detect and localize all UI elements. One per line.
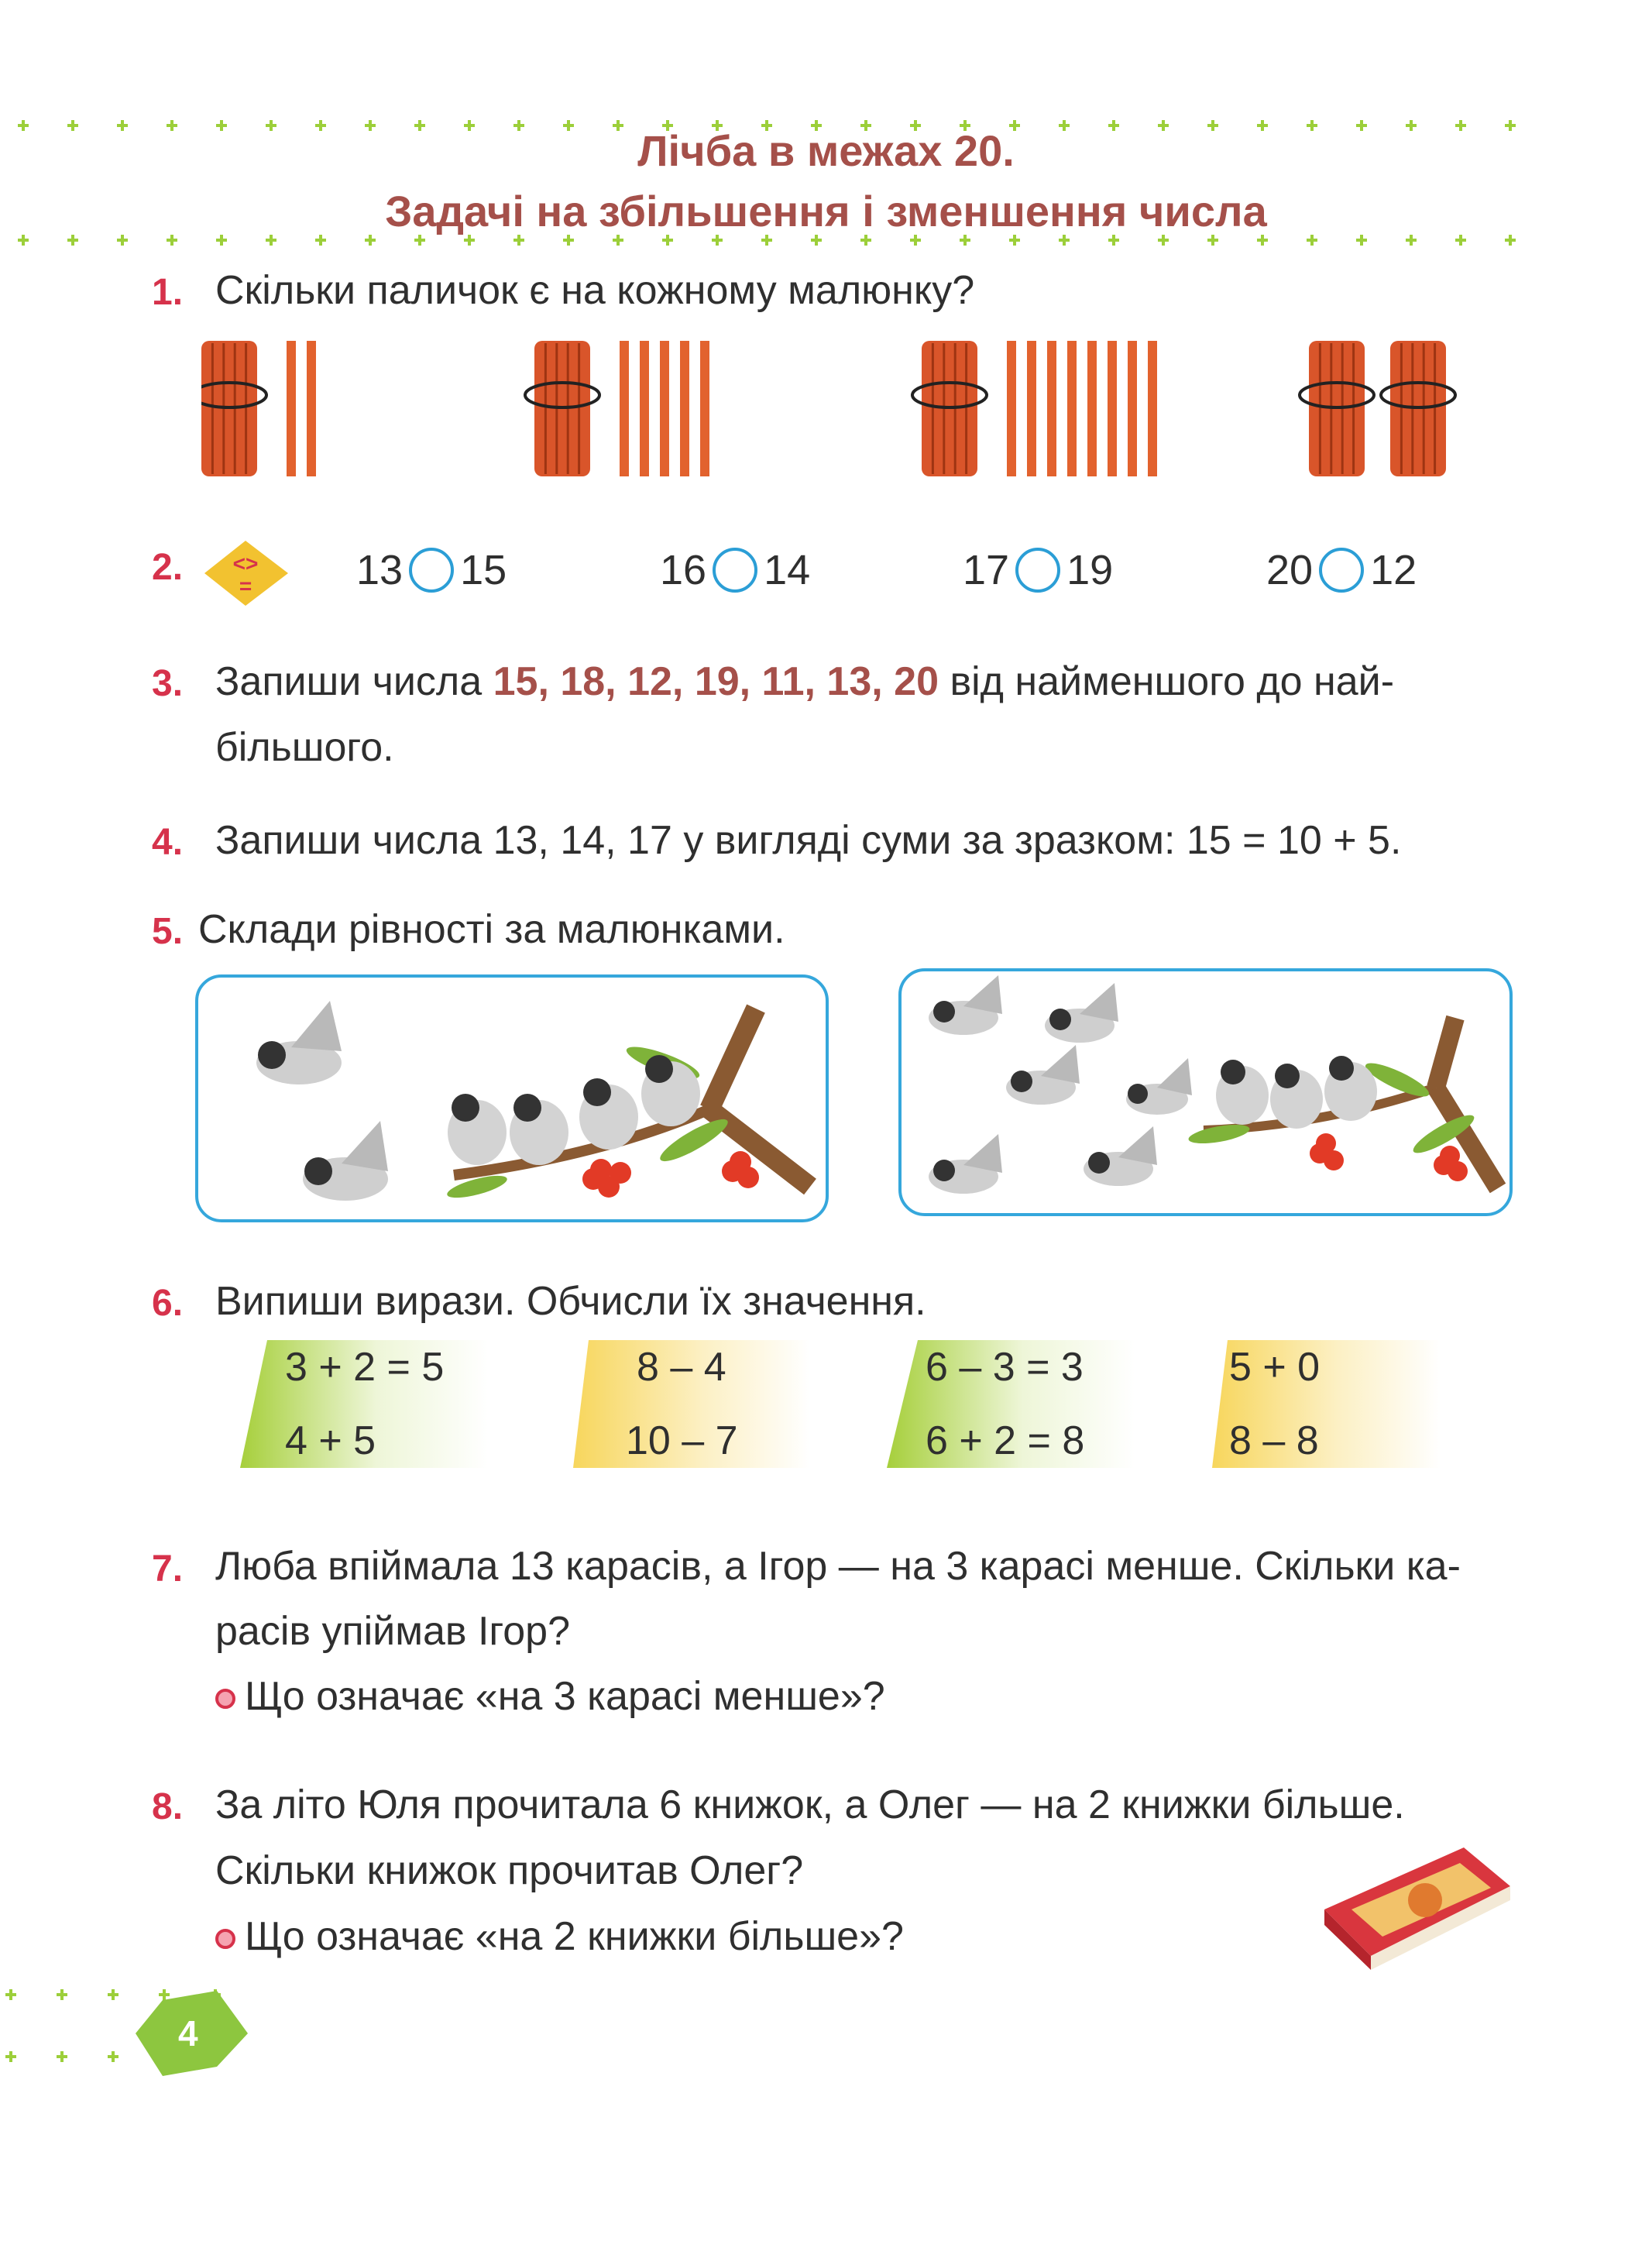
plus-dot-icon (1009, 235, 1020, 246)
task-3-numbers: 15, 18, 12, 19, 11, 13, 20 (493, 659, 939, 704)
svg-text:<>: <> (232, 552, 259, 576)
single-stick (1108, 341, 1117, 476)
expression-1-bottom: 4 + 5 (285, 1418, 376, 1463)
plus-dot-icon (5, 1989, 16, 2000)
task-7-line1: Люба впіймала 13 карасів, а Ігор — на 3 карасі менше. Скільки ка- (215, 1544, 1461, 1589)
single-stick (287, 341, 296, 476)
plus-dot-icon (414, 235, 425, 246)
task-3-text-line2: більшого. (215, 725, 394, 770)
task-6-number: 6. (152, 1283, 184, 1324)
task-8-line2: Скільки книжок прочитав Олег? (215, 1848, 804, 1893)
page-title: Лічба в межах 20. (637, 126, 1015, 175)
task-4-number: 4. (152, 822, 184, 863)
plus-dot-icon (662, 235, 673, 246)
bullfinches-illustration (198, 978, 826, 1219)
compare-right: 15 (460, 547, 507, 593)
task-7-number: 7. (152, 1548, 184, 1590)
task-7-question (215, 1673, 885, 1720)
task-3-text (215, 658, 1394, 705)
expression-2-bottom: 10 – 7 (626, 1418, 738, 1463)
plus-dot-icon (811, 235, 822, 246)
plus-dot-icon (513, 235, 524, 246)
plus-dot-icon (1108, 235, 1119, 246)
task-1-number: 1. (152, 272, 184, 313)
plus-dot-icon (1406, 235, 1417, 246)
plus-dot-icon (910, 235, 921, 246)
plus-dot-icon (563, 235, 574, 246)
task-1-text: Скільки паличок є на кожному малюнку? (215, 268, 975, 313)
plus-dot-icon (216, 235, 227, 246)
stick-bundle (201, 341, 266, 476)
single-stick (307, 341, 316, 476)
plus-dot-icon (67, 235, 78, 246)
compare-pair-2 (660, 546, 810, 594)
compare-left: 13 (356, 547, 404, 593)
task-7-question-text: Що означає «на 3 карасі менше»? (245, 1674, 885, 1719)
stick-bundle (1300, 341, 1374, 476)
stick-group (912, 341, 1157, 476)
plus-dot-icon (1059, 235, 1070, 246)
expression-1-top: 3 + 2 = 5 (285, 1345, 445, 1390)
plus-dot-icon (1257, 235, 1268, 246)
compare-left: 17 (963, 547, 1010, 593)
compare-right: 19 (1066, 547, 1114, 593)
compare-left: 20 (1266, 547, 1314, 593)
bullet-icon (215, 1929, 235, 1949)
compare-right: 14 (764, 547, 811, 593)
single-stick (700, 341, 709, 476)
plus-dot-icon (5, 2051, 16, 2062)
plus-dot-icon (1207, 235, 1218, 246)
expression-3-bottom: 6 + 2 = 8 (926, 1418, 1085, 1463)
single-stick (640, 341, 649, 476)
task-4-text: Запиши числа 13, 14, 17 у вигляді суми за зразком: 15 = 10 + 5. (215, 818, 1402, 863)
compare-right: 12 (1370, 547, 1417, 593)
single-stick (1047, 341, 1056, 476)
compare-circle-input[interactable] (713, 548, 757, 593)
compare-pair-1 (356, 546, 507, 594)
stick-bundle (525, 341, 599, 476)
plus-dot-icon (18, 235, 29, 246)
red-book-icon (1309, 1840, 1518, 1971)
stick-bundle (912, 341, 987, 476)
task-6-text: Випиши вирази. Обчисли їх значення. (215, 1279, 926, 1324)
plus-dot-icon (167, 235, 177, 246)
task-3-number: 3. (152, 663, 184, 704)
stick-group (525, 341, 709, 476)
expression-2-top: 8 – 4 (637, 1345, 726, 1390)
task-3-text-after: від найменшого до най- (950, 659, 1395, 704)
single-stick (660, 341, 669, 476)
single-stick (1007, 341, 1016, 476)
compare-circle-input[interactable] (1319, 548, 1364, 593)
plus-dot-icon (1158, 235, 1169, 246)
compare-left: 16 (660, 547, 707, 593)
plus-dot-icon (108, 2051, 118, 2062)
plus-dot-icon (117, 235, 128, 246)
page-number: 4 (178, 2013, 198, 2054)
single-stick (1148, 341, 1157, 476)
plus-dot-icon (464, 235, 475, 246)
plus-dot-icon (266, 235, 276, 246)
task-2-number: 2. (152, 547, 184, 588)
plus-dot-icon (960, 235, 970, 246)
task-8-number: 8. (152, 1786, 184, 1827)
plus-dot-icon (57, 2051, 67, 2062)
plus-dot-icon (1356, 235, 1367, 246)
plus-dot-icon (315, 235, 326, 246)
plus-dot-icon (712, 235, 723, 246)
plus-dot-icon (1455, 235, 1466, 246)
compare-circle-input[interactable] (409, 548, 454, 593)
stick-bundle (1381, 341, 1455, 476)
single-stick (620, 341, 629, 476)
task-5-text: Склади рівності за малюнками. (198, 907, 785, 952)
plus-dot-icon (860, 235, 871, 246)
task-8-line1: За літо Юля прочитала 6 книжок, а Олег — на 2 книжки більше. (215, 1782, 1405, 1827)
plus-dot-icon (1307, 235, 1317, 246)
task-8-question-text: Що означає «на 2 книжки більше»? (245, 1914, 904, 1959)
single-stick (1067, 341, 1077, 476)
single-stick (1087, 341, 1097, 476)
compare-signs-icon (203, 534, 296, 612)
expression-4-bottom: 8 – 8 (1229, 1418, 1319, 1463)
plus-dot-icon (613, 235, 623, 246)
bullfinches-illustration (902, 971, 1509, 1213)
compare-pair-3 (963, 546, 1113, 594)
task-7-line2: расів упіймав Ігор? (215, 1609, 570, 1654)
task-5-number: 5. (152, 911, 184, 952)
plus-dot-icon (761, 235, 772, 246)
single-stick (680, 341, 689, 476)
plus-dot-icon (1505, 235, 1516, 246)
expression-4-top: 5 + 0 (1229, 1345, 1321, 1390)
plus-dot-icon (365, 235, 376, 246)
plus-dot-icon (57, 1989, 67, 2000)
page-subtitle: Задачі на збільшення і зменшення числа (385, 187, 1267, 235)
svg-text:=: = (239, 574, 252, 598)
stick-group (1300, 341, 1455, 476)
single-stick (1027, 341, 1036, 476)
birds-picture-1 (195, 974, 829, 1222)
bullet-icon (215, 1689, 235, 1709)
task-3-text-before: Запиши числа (215, 659, 483, 704)
single-stick (1128, 341, 1137, 476)
compare-circle-input[interactable] (1015, 548, 1060, 593)
compare-pair-4 (1266, 546, 1417, 594)
sticks-illustration (201, 329, 1518, 484)
task-8-question (215, 1913, 904, 1960)
expression-3-top: 6 – 3 = 3 (926, 1345, 1084, 1390)
plus-dot-icon (108, 1989, 118, 2000)
stick-group (201, 341, 316, 476)
birds-picture-2 (898, 968, 1513, 1216)
